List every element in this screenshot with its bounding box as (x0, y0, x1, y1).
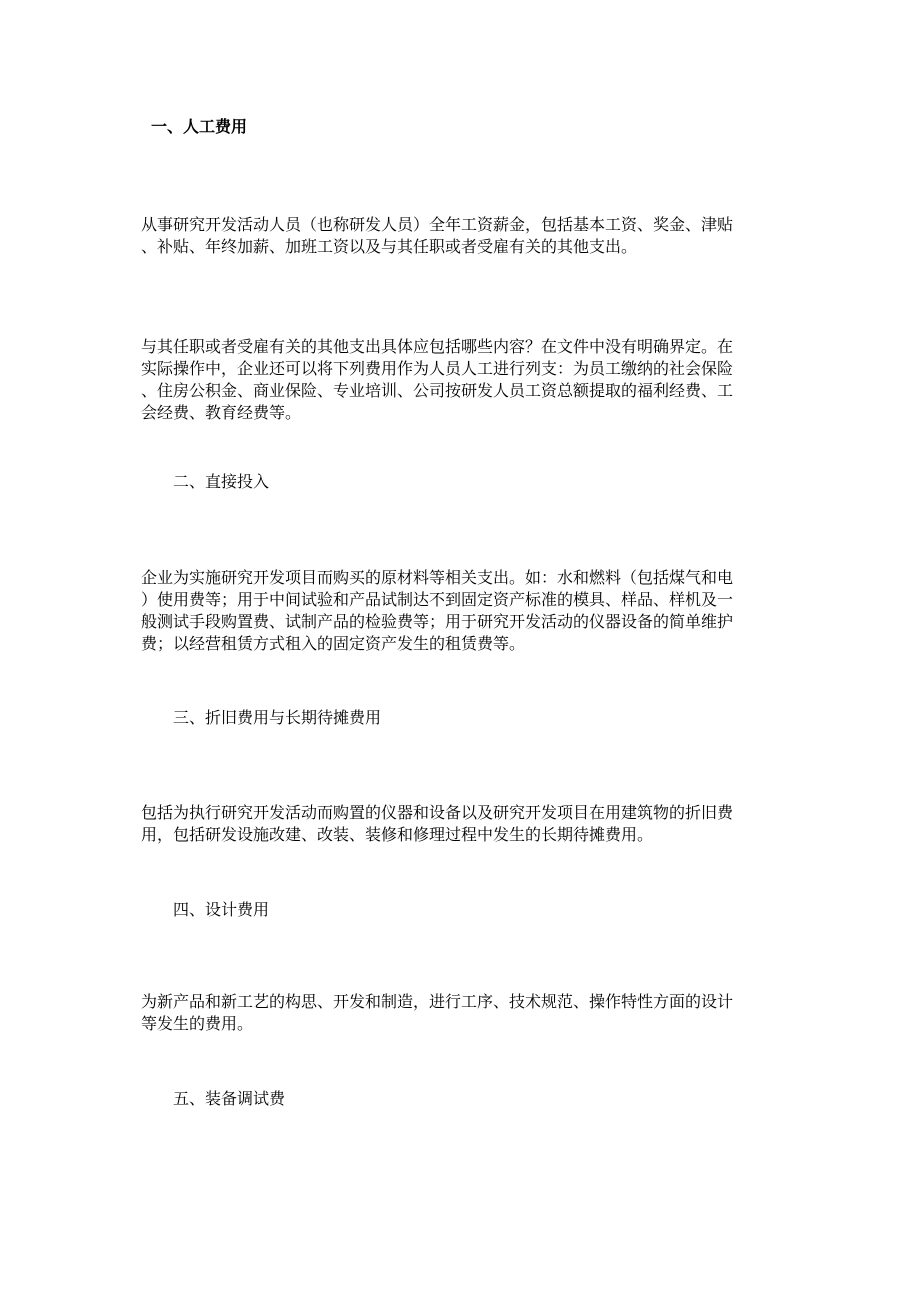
text-line: 、补贴、年终加薪、加班工资以及与其任职或者受雇有关的其他支出。 (141, 237, 638, 256)
text-line: 企业为实施研究开发项目而购买的原材料等相关支出。如：水和燃料（包括煤气和电 (141, 568, 734, 587)
text-line: 用，包括研发设施改建、改装、装修和修理过程中发生的长期待摊费用。 (141, 825, 654, 844)
paragraph (141, 802, 733, 846)
section-heading-5: 五、装备调试费 (173, 1089, 286, 1108)
section-heading-1: 一、人工费用 (151, 117, 248, 136)
text-line: 般测试手段购置费、试制产品的检验费等；用于研究开发活动的仪器设备的简单维护 (141, 612, 734, 631)
text-line: 等发生的费用。 (141, 1014, 254, 1033)
text-line: 实际操作中，企业还可以将下列费用作为人员人工进行列支：为员工缴纳的社会保险 (141, 359, 734, 378)
text-line: ）使用费等；用于中间试验和产品试制达不到固定资产标准的模具、样品、样机及一 (141, 590, 734, 609)
text-line: 为新产品和新工艺的构思、开发和制造，进行工序、技术规范、操作特性方面的设计 (141, 992, 734, 1011)
paragraph (141, 991, 733, 1035)
text-line: 从事研究开发活动人员（也称研发人员）全年工资薪金，包括基本工资、奖金、津贴 (141, 215, 734, 234)
paragraph (141, 336, 733, 424)
paragraph (141, 567, 733, 655)
text-line: 与其任职或者受雇有关的其他支出具体应包括哪些内容？在文件中没有明确界定。在 (141, 337, 734, 356)
text-line: 费；以经营租赁方式租入的固定资产发生的租赁费等。 (141, 634, 526, 653)
section-heading-3: 三、折旧费用与长期待摊费用 (173, 708, 382, 727)
section-heading-4: 四、设计费用 (173, 900, 270, 919)
section-heading-2: 二、直接投入 (173, 472, 270, 491)
text-line: 会经费、教育经费等。 (141, 403, 302, 422)
text-line: 、住房公积金、商业保险、专业培训、公司按研发人员工资总额提取的福利经费、工 (141, 381, 734, 400)
paragraph (141, 214, 733, 258)
text-line: 包括为执行研究开发活动而购置的仪器和设备以及研究开发项目在用建筑物的折旧费 (141, 803, 734, 822)
